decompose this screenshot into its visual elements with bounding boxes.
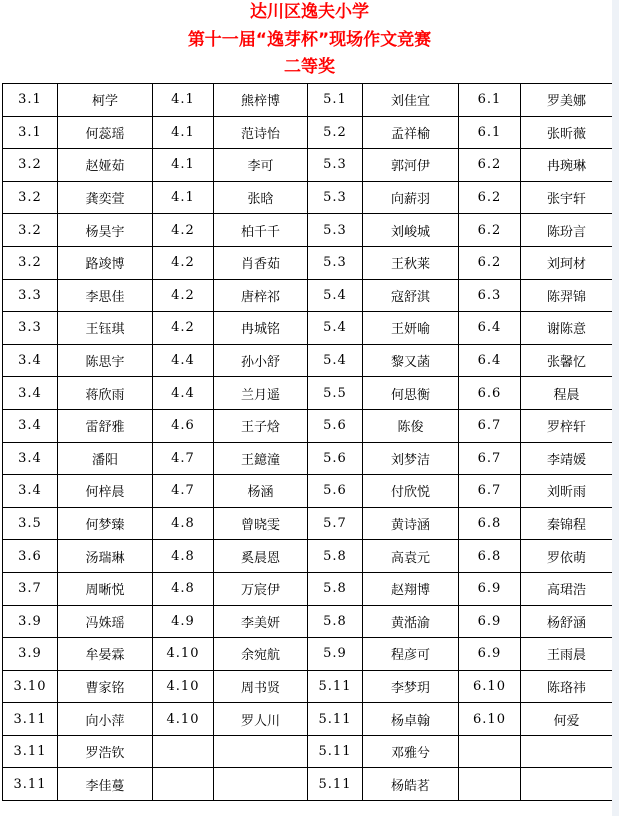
student-name-cell: 孙小舒 <box>214 344 308 377</box>
class-cell: 3.2 <box>3 181 58 214</box>
class-cell: 5.4 <box>308 312 363 345</box>
class-cell: 3.4 <box>3 409 58 442</box>
class-cell: 3.11 <box>3 768 58 801</box>
student-name-cell: 秦锦程 <box>521 507 613 540</box>
class-cell: 6.8 <box>459 507 521 540</box>
student-name-cell: 蒋欣雨 <box>58 377 153 410</box>
table-row <box>3 377 613 410</box>
student-name-cell: 曾晓雯 <box>214 507 308 540</box>
student-name-cell: 李佳蔓 <box>58 768 153 801</box>
class-cell: 6.2 <box>459 214 521 247</box>
student-name-cell: 何思衡 <box>363 377 459 410</box>
student-name-cell: 龚奕萱 <box>58 181 153 214</box>
student-name-cell: 孟祥榆 <box>363 116 459 149</box>
class-cell: 4.2 <box>153 279 214 312</box>
class-cell: 5.3 <box>308 149 363 182</box>
student-name-cell: 熊梓博 <box>214 84 308 117</box>
student-name-cell: 程彦可 <box>363 638 459 671</box>
student-name-cell: 陈羿锦 <box>521 279 613 312</box>
student-name-cell: 张馨忆 <box>521 344 613 377</box>
class-cell: 5.11 <box>308 735 363 768</box>
student-name-cell: 肖香茹 <box>214 246 308 279</box>
student-name-cell: 程晨 <box>521 377 613 410</box>
student-name-cell: 余宛航 <box>214 638 308 671</box>
class-cell: 3.4 <box>3 475 58 508</box>
student-name-cell: 黄诗涵 <box>363 507 459 540</box>
table-row <box>3 149 613 182</box>
class-cell: 3.9 <box>3 605 58 638</box>
student-name-cell: 郭河伊 <box>363 149 459 182</box>
school-title: 达川区逸夫小学 <box>250 2 369 22</box>
student-name-cell: 王妍喻 <box>363 312 459 345</box>
student-name-cell: 李美妍 <box>214 605 308 638</box>
class-cell: 6.9 <box>459 572 521 605</box>
class-cell: 3.2 <box>3 246 58 279</box>
class-cell: 4.1 <box>153 116 214 149</box>
student-name-cell <box>521 735 613 768</box>
class-cell: 5.8 <box>308 540 363 573</box>
class-cell: 5.3 <box>308 214 363 247</box>
class-cell: 6.9 <box>459 605 521 638</box>
student-name-cell: 罗人川 <box>214 703 308 736</box>
class-cell: 3.9 <box>3 638 58 671</box>
class-cell: 4.10 <box>153 670 214 703</box>
award-title: 二等奖 <box>284 57 335 77</box>
contest-title: 第十一届“逸芽杯”现场作文竞赛 <box>187 30 432 50</box>
student-name-cell: 曹家铭 <box>58 670 153 703</box>
class-cell: 5.3 <box>308 181 363 214</box>
student-name-cell: 杨昊宇 <box>58 214 153 247</box>
class-cell: 6.9 <box>459 638 521 671</box>
class-cell: 5.4 <box>308 279 363 312</box>
class-cell: 6.7 <box>459 442 521 475</box>
student-name-cell: 李梦玥 <box>363 670 459 703</box>
class-cell: 4.2 <box>153 246 214 279</box>
class-cell: 6.10 <box>459 703 521 736</box>
class-cell: 4.7 <box>153 442 214 475</box>
award-table-body <box>3 84 613 801</box>
class-cell: 5.8 <box>308 605 363 638</box>
table-row <box>3 84 613 117</box>
student-name-cell: 杨舒涵 <box>521 605 613 638</box>
class-cell <box>459 768 521 801</box>
class-cell: 6.8 <box>459 540 521 573</box>
student-name-cell: 牟晏霖 <box>58 638 153 671</box>
class-cell: 4.1 <box>153 181 214 214</box>
student-name-cell: 黄湉渝 <box>363 605 459 638</box>
class-cell <box>153 768 214 801</box>
class-cell: 4.8 <box>153 507 214 540</box>
class-cell: 3.3 <box>3 312 58 345</box>
student-name-cell: 王子焓 <box>214 409 308 442</box>
table-row <box>3 279 613 312</box>
class-cell: 3.5 <box>3 507 58 540</box>
student-name-cell: 向小萍 <box>58 703 153 736</box>
student-name-cell <box>214 768 308 801</box>
student-name-cell: 陈珞祎 <box>521 670 613 703</box>
class-cell: 3.2 <box>3 214 58 247</box>
class-cell: 5.11 <box>308 768 363 801</box>
class-cell: 5.1 <box>308 84 363 117</box>
class-cell: 6.2 <box>459 181 521 214</box>
class-cell: 5.2 <box>308 116 363 149</box>
class-cell: 6.6 <box>459 377 521 410</box>
class-cell: 6.3 <box>459 279 521 312</box>
table-row <box>3 703 613 736</box>
header <box>0 0 619 82</box>
class-cell: 4.8 <box>153 572 214 605</box>
student-name-cell: 杨卓翰 <box>363 703 459 736</box>
student-name-cell: 何爱 <box>521 703 613 736</box>
class-cell: 5.11 <box>308 703 363 736</box>
class-cell: 3.11 <box>3 703 58 736</box>
student-name-cell: 赵翔博 <box>363 572 459 605</box>
table-row <box>3 409 613 442</box>
student-name-cell: 范诗怡 <box>214 116 308 149</box>
student-name-cell: 罗美娜 <box>521 84 613 117</box>
student-name-cell: 罗依萌 <box>521 540 613 573</box>
class-cell: 3.4 <box>3 344 58 377</box>
student-name-cell: 李靖媛 <box>521 442 613 475</box>
class-cell: 3.7 <box>3 572 58 605</box>
class-cell: 3.4 <box>3 377 58 410</box>
class-cell: 3.3 <box>3 279 58 312</box>
class-cell: 6.7 <box>459 409 521 442</box>
student-name-cell: 陈玢言 <box>521 214 613 247</box>
table-row <box>3 605 613 638</box>
student-name-cell: 何蕊瑶 <box>58 116 153 149</box>
award-table <box>2 83 613 801</box>
student-name-cell: 陈俊 <box>363 409 459 442</box>
class-cell: 5.7 <box>308 507 363 540</box>
student-name-cell: 何梦臻 <box>58 507 153 540</box>
student-name-cell: 冉琬琳 <box>521 149 613 182</box>
student-name-cell: 汤瑞琳 <box>58 540 153 573</box>
student-name-cell: 刘佳宜 <box>363 84 459 117</box>
table-row <box>3 312 613 345</box>
student-name-cell: 张晗 <box>214 181 308 214</box>
student-name-cell: 万宸伊 <box>214 572 308 605</box>
student-name-cell: 柏千千 <box>214 214 308 247</box>
table-row <box>3 344 613 377</box>
student-name-cell: 邓雅兮 <box>363 735 459 768</box>
student-name-cell: 赵娅茹 <box>58 149 153 182</box>
student-name-cell: 柯学 <box>58 84 153 117</box>
class-cell: 6.10 <box>459 670 521 703</box>
class-cell: 4.2 <box>153 214 214 247</box>
class-cell: 6.4 <box>459 312 521 345</box>
student-name-cell: 杨皓茗 <box>363 768 459 801</box>
table-row <box>3 214 613 247</box>
class-cell: 4.4 <box>153 377 214 410</box>
student-name-cell: 路竣博 <box>58 246 153 279</box>
class-cell: 4.7 <box>153 475 214 508</box>
student-name-cell <box>521 768 613 801</box>
student-name-cell: 王秋莱 <box>363 246 459 279</box>
class-cell: 6.1 <box>459 84 521 117</box>
class-cell: 4.8 <box>153 540 214 573</box>
student-name-cell: 高袁元 <box>363 540 459 573</box>
class-cell: 6.4 <box>459 344 521 377</box>
class-cell <box>153 735 214 768</box>
class-cell: 6.7 <box>459 475 521 508</box>
student-name-cell: 何梓晨 <box>58 475 153 508</box>
table-row <box>3 246 613 279</box>
student-name-cell: 冉城铭 <box>214 312 308 345</box>
student-name-cell: 兰月遥 <box>214 377 308 410</box>
class-cell: 5.4 <box>308 344 363 377</box>
student-name-cell: 周晰悦 <box>58 572 153 605</box>
student-name-cell: 寇舒淇 <box>363 279 459 312</box>
student-name-cell: 高珺浩 <box>521 572 613 605</box>
student-name-cell: 潘阳 <box>58 442 153 475</box>
class-cell: 3.1 <box>3 116 58 149</box>
student-name-cell: 刘昕雨 <box>521 475 613 508</box>
class-cell: 5.6 <box>308 409 363 442</box>
class-cell: 3.1 <box>3 84 58 117</box>
table-row <box>3 540 613 573</box>
class-cell: 3.11 <box>3 735 58 768</box>
student-name-cell: 黎又菡 <box>363 344 459 377</box>
class-cell: 4.9 <box>153 605 214 638</box>
student-name-cell <box>214 735 308 768</box>
class-cell: 4.1 <box>153 149 214 182</box>
class-cell: 6.2 <box>459 149 521 182</box>
class-cell: 6.1 <box>459 116 521 149</box>
student-name-cell: 谢陈意 <box>521 312 613 345</box>
table-row <box>3 572 613 605</box>
class-cell: 5.11 <box>308 670 363 703</box>
page-edge <box>612 0 619 816</box>
class-cell: 4.2 <box>153 312 214 345</box>
class-cell: 4.10 <box>153 703 214 736</box>
student-name-cell: 李可 <box>214 149 308 182</box>
student-name-cell: 张昕薇 <box>521 116 613 149</box>
student-name-cell: 唐梓祁 <box>214 279 308 312</box>
class-cell: 4.1 <box>153 84 214 117</box>
table-row <box>3 670 613 703</box>
class-cell <box>459 735 521 768</box>
class-cell: 4.10 <box>153 638 214 671</box>
table-row <box>3 181 613 214</box>
class-cell: 5.6 <box>308 475 363 508</box>
table-row <box>3 735 613 768</box>
student-name-cell: 王雨晨 <box>521 638 613 671</box>
class-cell: 5.3 <box>308 246 363 279</box>
student-name-cell: 冯姝瑶 <box>58 605 153 638</box>
class-cell: 6.2 <box>459 246 521 279</box>
class-cell: 5.5 <box>308 377 363 410</box>
student-name-cell: 刘梦洁 <box>363 442 459 475</box>
class-cell: 4.4 <box>153 344 214 377</box>
student-name-cell: 张宇轩 <box>521 181 613 214</box>
class-cell: 3.6 <box>3 540 58 573</box>
table-row <box>3 638 613 671</box>
student-name-cell: 向薪羽 <box>363 181 459 214</box>
class-cell: 4.6 <box>153 409 214 442</box>
student-name-cell: 王鐿潼 <box>214 442 308 475</box>
class-cell: 3.10 <box>3 670 58 703</box>
class-cell: 5.6 <box>308 442 363 475</box>
student-name-cell: 周书贤 <box>214 670 308 703</box>
student-name-cell: 王钰琪 <box>58 312 153 345</box>
class-cell: 5.8 <box>308 572 363 605</box>
student-name-cell: 杨涵 <box>214 475 308 508</box>
student-name-cell: 刘珂材 <box>521 246 613 279</box>
student-name-cell: 李思佳 <box>58 279 153 312</box>
class-cell: 3.4 <box>3 442 58 475</box>
class-cell: 5.9 <box>308 638 363 671</box>
student-name-cell: 罗浩钦 <box>58 735 153 768</box>
student-name-cell: 陈思宇 <box>58 344 153 377</box>
table-row <box>3 768 613 801</box>
table-row <box>3 475 613 508</box>
student-name-cell: 罗梓轩 <box>521 409 613 442</box>
class-cell: 3.2 <box>3 149 58 182</box>
table-row <box>3 507 613 540</box>
student-name-cell: 奚晨恩 <box>214 540 308 573</box>
student-name-cell: 付欣悦 <box>363 475 459 508</box>
table-row <box>3 442 613 475</box>
table-row <box>3 116 613 149</box>
student-name-cell: 刘峻城 <box>363 214 459 247</box>
student-name-cell: 雷舒雅 <box>58 409 153 442</box>
